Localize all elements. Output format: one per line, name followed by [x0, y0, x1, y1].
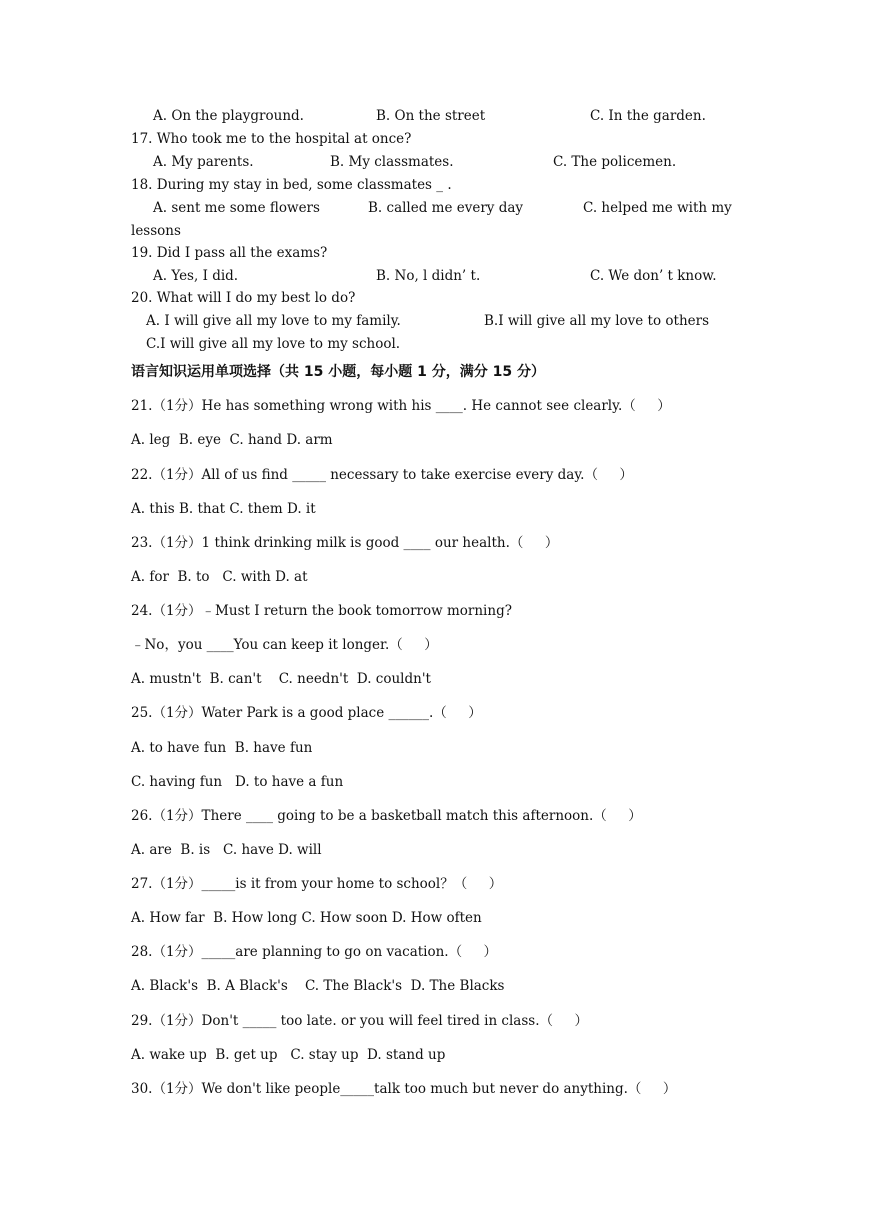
q19-option-a: A. Yes, I did.: [153, 268, 239, 284]
q16-option-a: A. On the playground.: [153, 108, 304, 124]
q20-stem: 20. What will I do my best lo do?: [131, 290, 356, 306]
q18-option-a: A. sent me some flowers: [153, 200, 320, 216]
q29-stem: 29.（1分）Don't _____ too late. or you will feel tired in class.（ ）: [131, 1013, 588, 1029]
q22-stem: 22.（1分）All of us find _____ necessary to take exercise every day.（ ）: [131, 467, 633, 483]
q18-option-b: B. called me every day: [368, 200, 524, 216]
q18-stem: 18. During my stay in bed, some classmates _ .: [131, 177, 452, 193]
q19-option-b: B. No, l didn’ t.: [376, 268, 481, 284]
q28-options: A. Black's B. A Black's C. The Black's D. The Blacks: [131, 978, 505, 994]
q17-stem: 17. Who took me to the hospital at once?: [131, 131, 412, 147]
q19-option-c: C. We don’ t know.: [590, 268, 717, 284]
q24-stem: 24.（1分）﹣Must I return the book tomorrow morning?: [131, 603, 512, 619]
q21-options: A. leg B. eye C. hand D. arm: [131, 432, 333, 448]
q16-option-c: C. In the garden.: [590, 108, 706, 124]
q21-stem: 21.（1分）He has something wrong with his ____. He cannot see clearly.（ ）: [131, 398, 671, 414]
q23-options: A. for B. to C. with D. at: [131, 569, 308, 585]
q26-options: A. are B. is C. have D. will: [131, 842, 322, 858]
q22-options: A. this B. that C. them D. it: [131, 501, 316, 517]
q16-option-b: B. On the street: [376, 108, 486, 124]
q20-option-a: A. I will give all my love to my family.: [146, 313, 401, 329]
q18-option-c: C. helped me with my: [583, 200, 732, 216]
q18-option-c-wrap: lessons: [131, 223, 181, 239]
q25-options: A. to have fun B. have fun: [131, 740, 313, 756]
q19-stem: 19. Did I pass all the exams?: [131, 245, 328, 261]
q23-stem: 23.（1分）1 think drinking milk is good ____ our health.（ ）: [131, 535, 559, 551]
q17-option-b: B. My classmates.: [330, 154, 454, 170]
q27-stem: 27.（1分）_____is it from your home to school？（ ）: [131, 876, 503, 892]
q27-options: A. How far B. How long C. How soon D. How often: [131, 910, 482, 926]
q29-options: A. wake up B. get up C. stay up D. stand up: [131, 1047, 446, 1063]
q20-option-b: B.I will give all my love to others: [484, 313, 710, 329]
q17-option-a: A. My parents.: [153, 154, 254, 170]
q30-stem: 30.（1分）We don't like people_____talk too much but never do anything.（ ）: [131, 1081, 677, 1097]
q24-options: A. mustn't B. can't C. needn't D. couldn't: [131, 671, 431, 687]
q17-option-c: C. The policemen.: [553, 154, 677, 170]
q24-stem-reply: ﹣No，you ____You can keep it longer.（ ）: [131, 637, 438, 653]
q20-option-c: C.I will give all my love to my school.: [146, 336, 401, 352]
q26-stem: 26.（1分）There ____ going to be a basketball match this afternoon.（ ）: [131, 808, 642, 824]
section-heading: 语言知识运用单项选择（共 15 小题，每小题 1 分，满分 15 分）: [131, 364, 545, 380]
q28-stem: 28.（1分）_____are planning to go on vacation.（ ）: [131, 944, 498, 960]
q25-stem: 25.（1分）Water Park is a good place ______.（ ）: [131, 705, 482, 721]
q25-options-line2: C. having fun D. to have a fun: [131, 774, 344, 790]
